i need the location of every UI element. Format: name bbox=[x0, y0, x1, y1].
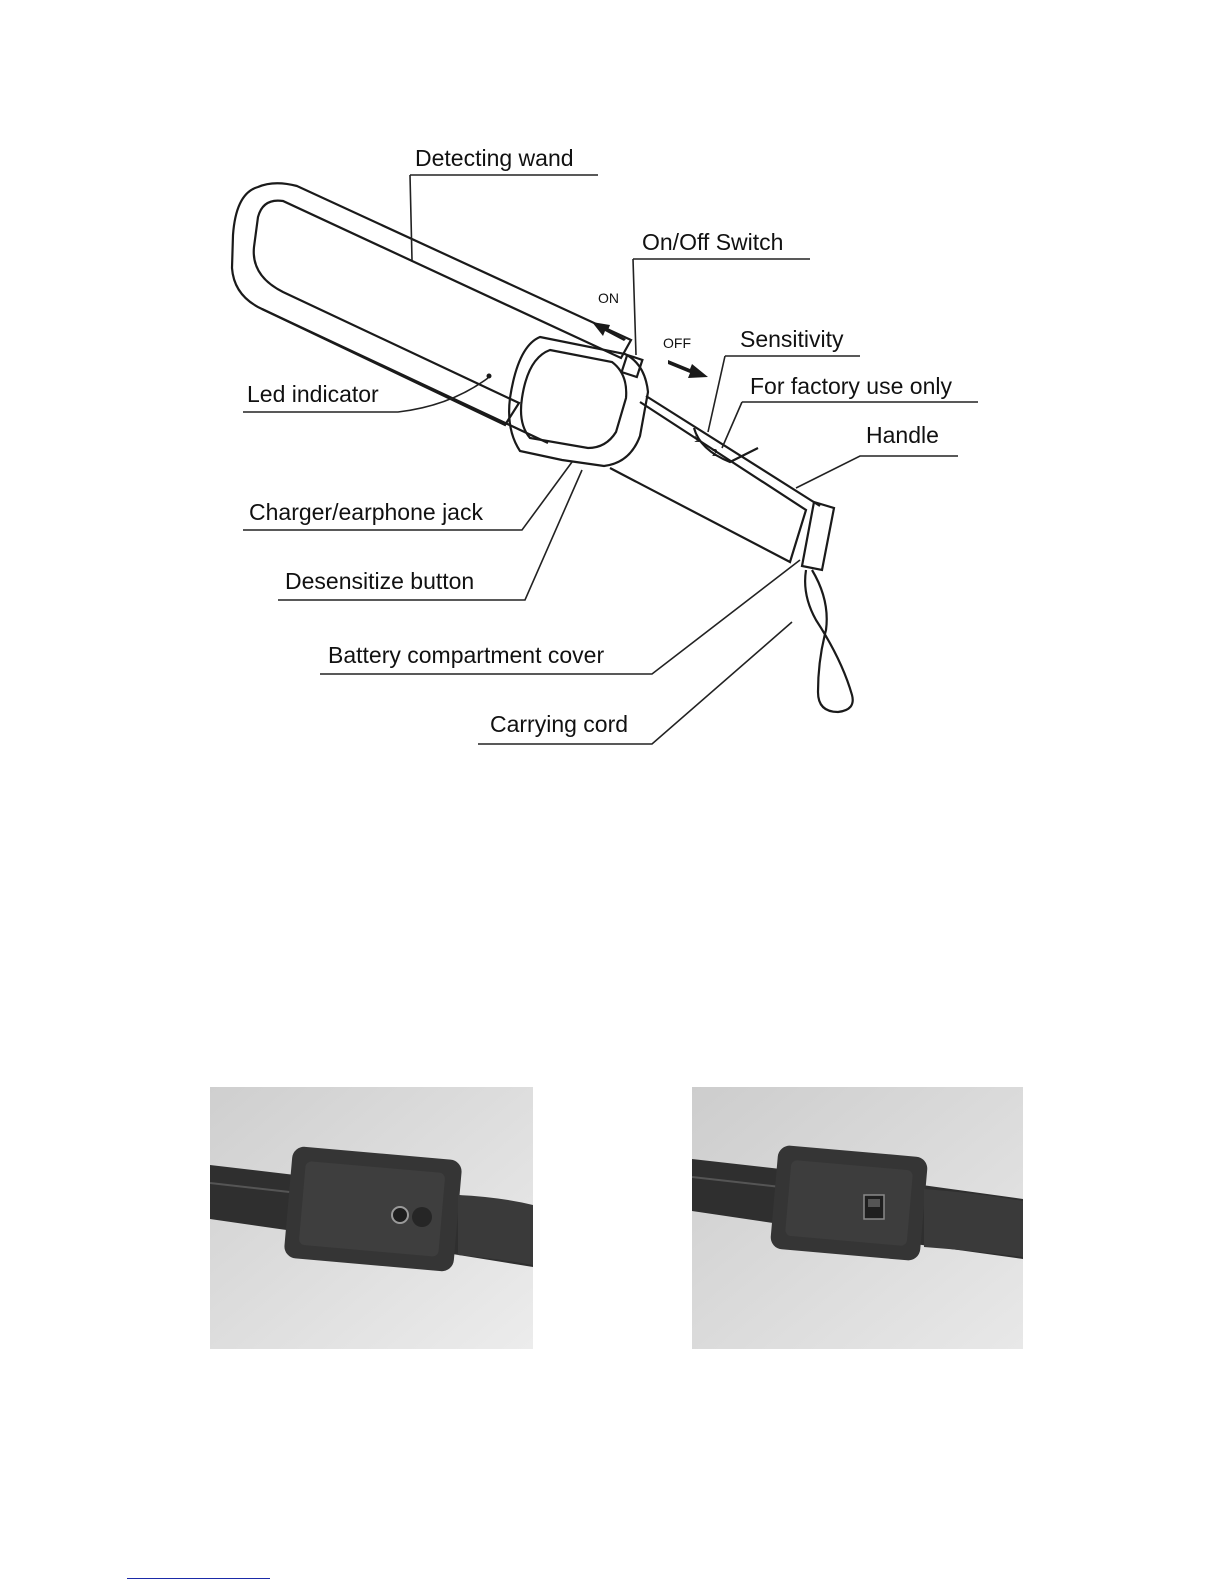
head-window bbox=[521, 350, 626, 448]
on-label: ON bbox=[598, 290, 619, 306]
label-carrying-cord bbox=[478, 622, 792, 744]
detecting-wand-text: Detecting wand bbox=[415, 145, 574, 171]
device-outline bbox=[232, 183, 853, 712]
on-arrow bbox=[592, 322, 626, 341]
label-detecting-wand bbox=[410, 145, 598, 260]
desensitize-button-text: Desensitize button bbox=[285, 568, 475, 594]
on-off-switch-text: On/Off Switch bbox=[642, 229, 784, 255]
label-desensitize-button bbox=[278, 470, 582, 600]
factory-use-text: For factory use only bbox=[750, 373, 952, 399]
led-dot bbox=[487, 374, 492, 379]
photo-on-off-switch-drawing bbox=[692, 1087, 1023, 1349]
label-factory-use bbox=[722, 373, 978, 448]
handle-top-line bbox=[646, 396, 820, 506]
dial-1-label: 1 bbox=[694, 434, 700, 445]
label-led-indicator bbox=[243, 374, 492, 413]
photo-on-off-switch bbox=[692, 1087, 1023, 1349]
cord-loop bbox=[805, 570, 853, 712]
off-arrow bbox=[668, 360, 708, 378]
battery-cap bbox=[802, 502, 834, 570]
off-label: OFF bbox=[663, 335, 691, 351]
label-charger-jack bbox=[243, 462, 572, 530]
wand-inner-line bbox=[262, 309, 548, 443]
footer-rule bbox=[127, 1578, 270, 1579]
photo-charger-jack-drawing bbox=[210, 1087, 533, 1349]
handle-tube bbox=[610, 402, 806, 562]
handle-text: Handle bbox=[866, 422, 939, 448]
sensitivity-text: Sensitivity bbox=[740, 326, 844, 352]
battery-cover-text: Battery compartment cover bbox=[328, 642, 605, 668]
dial-2-label: 2 bbox=[712, 448, 718, 459]
charger-jack-text: Charger/earphone jack bbox=[249, 499, 483, 525]
label-handle bbox=[796, 422, 958, 488]
led-indicator-text: Led indicator bbox=[247, 381, 379, 407]
photo-charger-jack bbox=[210, 1087, 533, 1349]
carrying-cord-text: Carrying cord bbox=[490, 711, 629, 737]
